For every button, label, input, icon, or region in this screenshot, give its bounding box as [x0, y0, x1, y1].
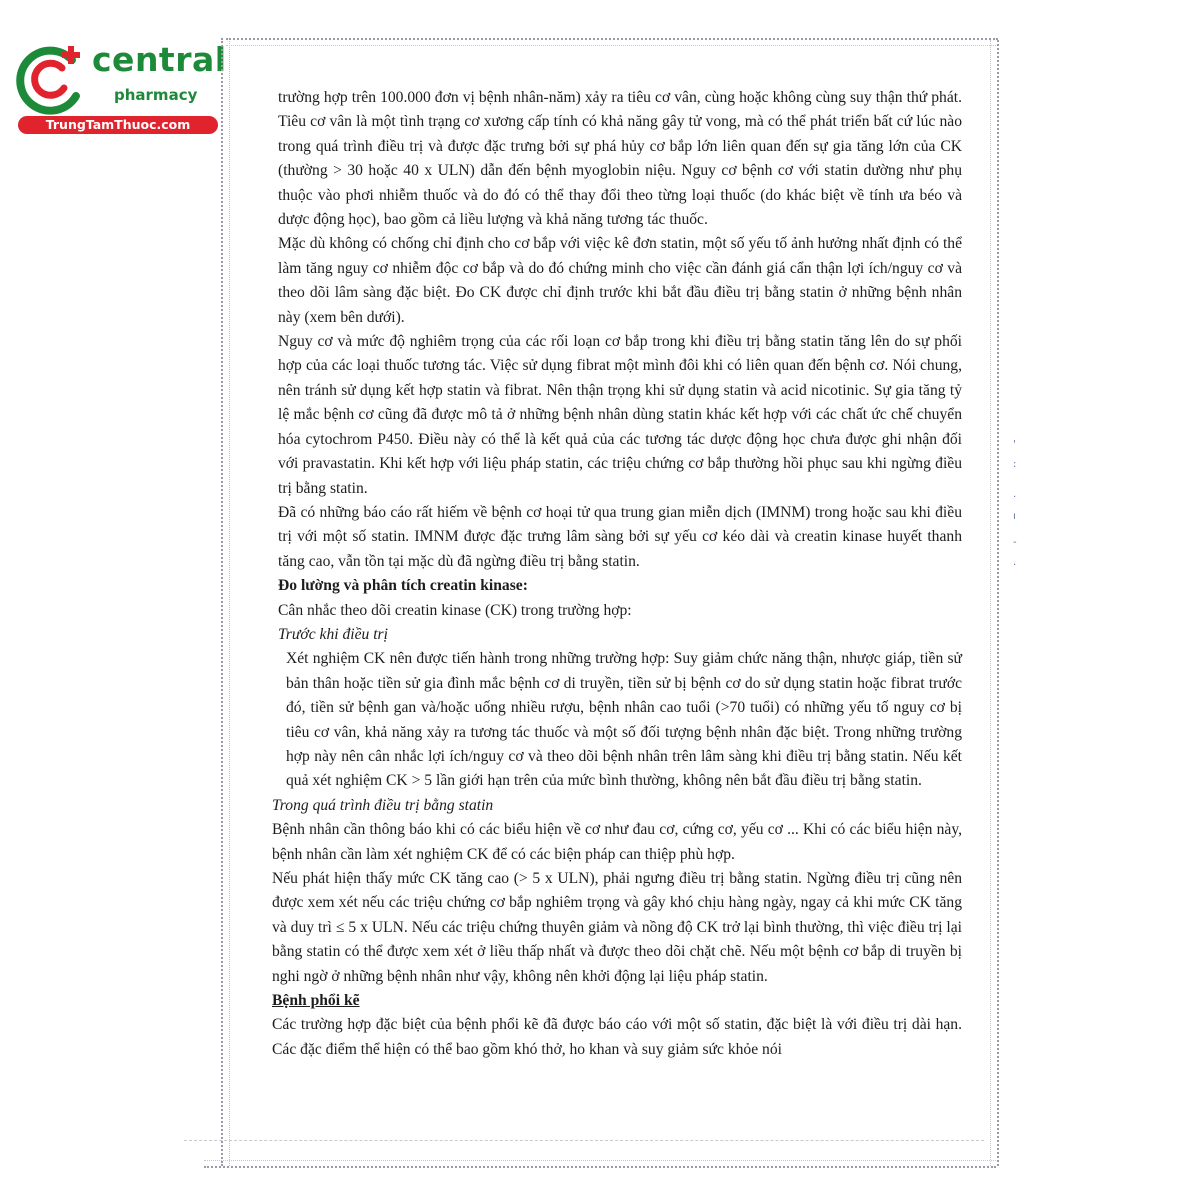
- scan-border-left: [221, 38, 230, 1166]
- paragraph-during-treatment-2: Nếu phát hiện thấy mức CK tăng cao (> 5 x ULN), phải ngưng điều trị bằng statin. Ngừng điều trị cũng nên được xem xét nếu các triệu chứng cơ bắp nghiêm trọng và gây khó chịu hàng ngày, ngay cả khi mức CK tăng và duy trì ≤ 5 x ULN. Nếu các triệu chứng thuyên giảm và nồng độ CK trở lại bình thường, thì việc điều trị lại bằng statin có thể được xem xét ở liều thấp nhất và được theo dõi chặt chẽ. Nếu một bệnh cơ bắp di truyền bị nghi ngờ ở những bệnh nhân như vậy, không nên khởi động lại liệu pháp statin.: [272, 870, 962, 985]
- scan-border-right: [990, 40, 999, 1166]
- document-page: [272, 86, 962, 1062]
- paragraph-drug-interactions: Nguy cơ và mức độ nghiêm trọng của các rối loạn cơ bắp trong khi điều trị bằng statin tăng lên do sự phối hợp của các loại thuốc tương tác. Việc sử dụng fibrat một mình đôi khi có liên quan đến bệnh cơ. Nói chung, nên tránh sử dụng kết hợp statin và fibrat. Nên thận trọng khi sử dụng statin và acid nicotinic. Sự gia tăng tỷ lệ mắc bệnh cơ cũng đã được mô tả ở những bệnh nhân dùng statin khác kết hợp với các chất ức chế chuyển hóa cytochrom P450. Điều này có thể là kết quả của các tương tác dược động học chưa được ghi nhận đối với pravastatin. Khi kết hợp với liệu pháp statin, các triệu chứng cơ bắp thường hồi phục sau khi ngừng điều trị bằng statin.: [278, 333, 962, 497]
- paragraph-before-treatment: Xét nghiệm CK nên được tiến hành trong những trường hợp: Suy giảm chức năng thận, nhược giáp, tiền sử bản thân hoặc tiền sử gia đình mắc bệnh cơ di truyền, tiền sử bị bệnh cơ do sử dụng statin hoặc fibrat trước đó, tiền sử bệnh gan và/hoặc uống nhiều rượu, bệnh nhân cao tuổi (>70 tuổi) có những yếu tố nguy cơ bị tiêu cơ vân, khả năng xảy ra tương tác thuốc và một số đối tượng bệnh nhân đặc biệt. Trong những trường hợp này nên cân nhắc lợi ích/nguy cơ và theo dõi bệnh nhân trên lâm sàng khi điều trị bằng statin. Nếu kết quả xét nghiệm CK > 5 lần giới hạn trên của mức bình thường, không nên bắt đầu điều trị bằng statin.: [286, 650, 962, 790]
- brand-logo: [10, 34, 227, 138]
- paragraph-interstitial-lung-disease: Các trường hợp đặc biệt của bệnh phổi kẽ đã được báo cáo với một số statin, đặc biệt là với điều trị dài hạn. Các đặc điểm thể hiện có thể bao gồm khó thở, ho khan và suy giảm sức khỏe nói: [272, 1016, 962, 1058]
- scan-border-top: [226, 38, 998, 46]
- scan-artifact-line: [184, 1140, 984, 1141]
- central-pharmacy-logo-icon: [10, 38, 90, 118]
- paragraph-during-treatment-1: Bệnh nhân cần thông báo khi có các biểu hiện về cơ như đau cơ, cứng cơ, yếu cơ ... Khi có các biểu hiện này, bệnh nhân cần làm xét nghiệm CK để có các biện pháp can thiệp phù hợp.: [272, 821, 962, 863]
- subheading-during-treatment: Trong quá trình điều trị bằng statin: [272, 796, 494, 814]
- paragraph-muscle-risk: Mặc dù không có chống chỉ định cho cơ bắp với việc kê đơn statin, một số yếu tố ảnh hưởng nhất định có thể làm tăng nguy cơ nhiễm độc cơ bắp và do đó chứng minh cho việc cần đánh giá cẩn thận lợi ích/nguy cơ và theo dõi lâm sàng đặc biệt. Đo CK được chỉ định trước khi bắt đầu điều trị bằng statin ở những bệnh nhân này (xem bên dưới).: [278, 235, 962, 326]
- paragraph-imnm: Đã có những báo cáo rất hiếm về bệnh cơ hoại tử qua trung gian miễn dịch (IMNM) trong hoặc sau khi điều trị với một số statin. IMNM được đặc trưng lâm sàng bởi sự yếu cơ kéo dài và creatin kinase huyết thanh tăng cao, vẫn tồn tại mặc dù đã ngừng điều trị bằng statin.: [278, 503, 962, 570]
- heading-interstitial-lung-disease: Bệnh phổi kẽ: [272, 992, 360, 1010]
- subheading-before-treatment: Trước khi điều trị: [278, 625, 388, 643]
- heading-creatin-kinase: Đo lường và phân tích creatin kinase:: [278, 577, 528, 595]
- brand-name: central: [92, 40, 227, 79]
- brand-subtitle: pharmacy: [114, 86, 198, 104]
- paragraph-rhabdomyolysis: trường hợp trên 100.000 đơn vị bệnh nhân-năm) xảy ra tiêu cơ vân, cùng hoặc không cùng suy thận thứ phát. Tiêu cơ vân là một tình trạng cơ xương cấp tính có khả năng gây tử vong, mà có thể phát triển bất cứ lúc nào trong quá trình điều trị và được đặc trưng bởi sự phá hủy cơ bắp lớn liên quan đến sự gia tăng lớn của CK (thường > 30 hoặc 40 x ULN) dẫn đến bệnh myoglobin niệu. Nguy cơ bệnh cơ với statin dường như phụ thuộc vào phơi nhiễm thuốc và do đó có thể thay đổi theo từng loại thuốc (do khác biệt về tính ưa béo và dược động học), bao gồm cả liều lượng và khả năng tương tác thuốc.: [278, 89, 962, 229]
- margin-scan-marks: ' : . ı - .: [1013, 439, 1017, 568]
- ck-intro: Cân nhắc theo dõi creatin kinase (CK) trong trường hợp:: [278, 601, 632, 619]
- scan-border-bottom: [204, 1160, 996, 1168]
- brand-url-badge: TrungTamThuoc.com: [18, 116, 218, 134]
